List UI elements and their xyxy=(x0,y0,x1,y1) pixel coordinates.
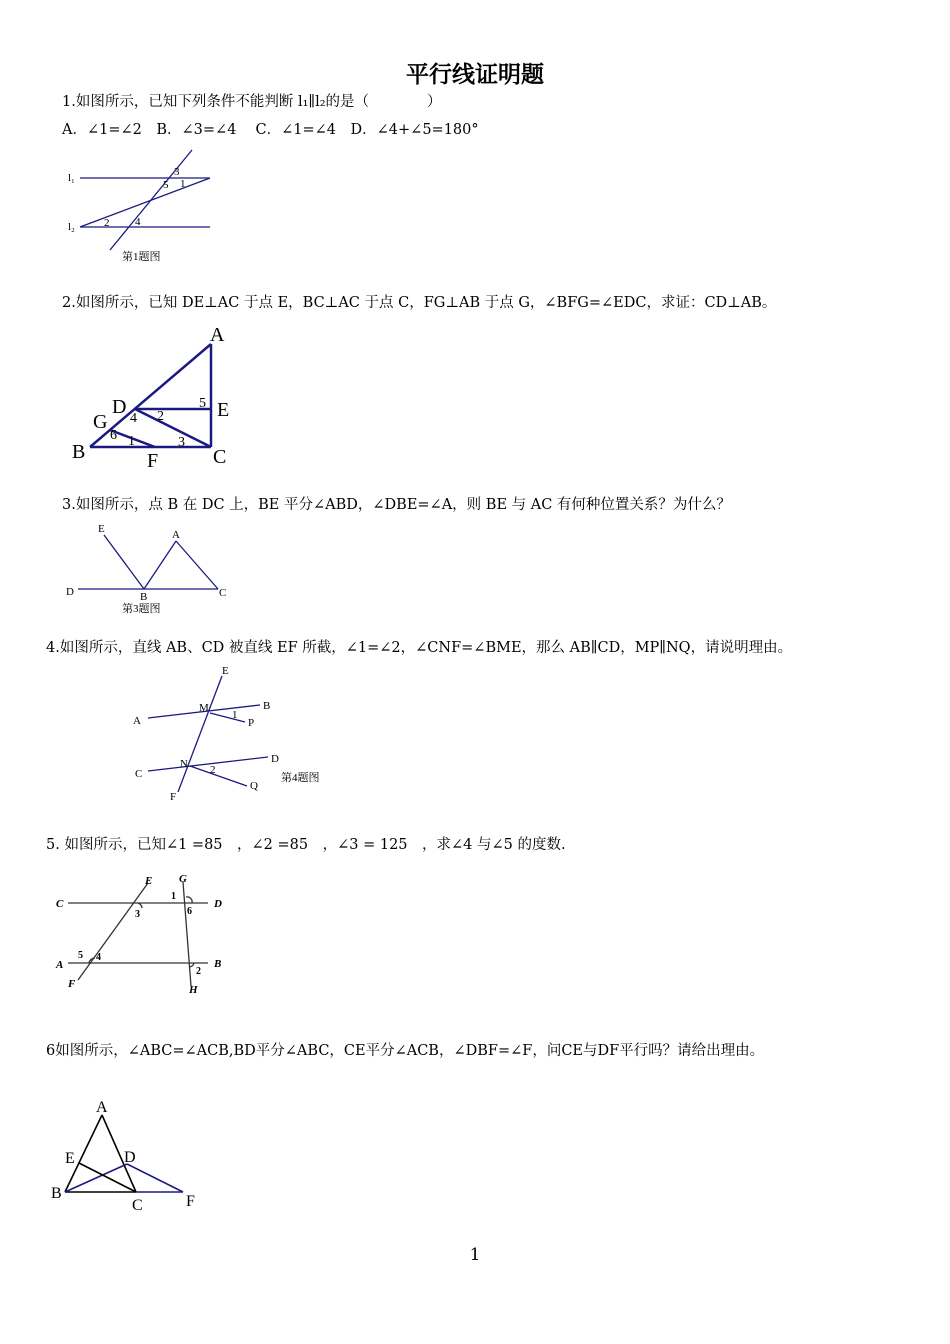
figure-2 xyxy=(70,320,250,470)
angle-6: 6 xyxy=(110,428,117,443)
point-D: D xyxy=(124,1149,136,1166)
angle-3: 3 xyxy=(178,435,185,450)
page-title: 平行线证明题 xyxy=(406,61,544,88)
figure-5 xyxy=(50,870,240,1000)
point-D: D xyxy=(112,396,127,418)
angle-5: 5 xyxy=(163,179,169,191)
point-E: E xyxy=(65,1150,75,1167)
label-l1: l₁ xyxy=(68,172,75,184)
angle-4: 4 xyxy=(135,216,141,228)
figure-3 xyxy=(60,518,240,618)
figure-3-caption: 第3题图 xyxy=(122,603,161,615)
point-F: F xyxy=(170,791,177,803)
point-E: E xyxy=(222,665,229,677)
figure-4 xyxy=(130,660,340,805)
point-A: A xyxy=(96,1099,108,1116)
point-M: M xyxy=(199,702,209,714)
question-1-stem: 1.如图所示，已知下列条件不能判断 l₁∥l₂的是（ ） xyxy=(62,94,442,110)
point-F: F xyxy=(68,978,76,990)
question-6-stem: 6如图所示，∠ABC=∠ACB,BD平分∠ABC，CE平分∠ACB，∠DBF=∠F，问CE与DF平行吗？请给出理由。 xyxy=(46,1043,765,1059)
point-N: N xyxy=(180,758,188,770)
point-B: B xyxy=(51,1185,62,1202)
label-l2: l₂ xyxy=(68,221,75,233)
point-A: A xyxy=(172,529,180,541)
point-C: C xyxy=(132,1197,143,1214)
angle-4: 4 xyxy=(96,952,101,963)
question-4-stem: 4.如图所示，直线 AB、CD 被直线 EF 所截，∠1=∠2，∠CNF=∠BME，那么 AB∥CD，MP∥NQ，请说明理由。 xyxy=(46,640,793,656)
point-F: F xyxy=(147,450,159,472)
point-A: A xyxy=(133,715,141,727)
page-number: 1 xyxy=(469,1245,481,1265)
point-E: E xyxy=(217,399,230,421)
point-D: D xyxy=(66,586,74,598)
question-1-options: A．∠1=∠2 B．∠3=∠4 C．∠1=∠4 D．∠4+∠5=180° xyxy=(62,122,479,138)
point-P: P xyxy=(248,717,255,729)
point-C: C xyxy=(135,768,143,780)
angle-1: 1 xyxy=(171,891,176,902)
question-3-stem: 3.如图所示，点 B 在 DC 上，BE 平分∠ABD，∠DBE=∠A，则 BE 与 AC 有何种位置关系？为什么？ xyxy=(62,497,731,513)
angle-2: 2 xyxy=(196,966,201,977)
figure-6 xyxy=(45,1095,225,1220)
point-B: B xyxy=(72,441,86,463)
point-H: H xyxy=(189,984,198,996)
point-D: D xyxy=(214,898,222,910)
point-E: E xyxy=(145,875,153,887)
angle-5: 5 xyxy=(199,396,206,411)
question-5-stem: 5. 如图所示，已知∠1 =85 ，∠2 =85 ，∠3 = 125 ，求∠4 与∠5 的度数. xyxy=(46,837,566,853)
point-C: C xyxy=(219,587,227,599)
point-C: C xyxy=(56,898,64,910)
angle-2: 2 xyxy=(210,764,216,776)
point-F: F xyxy=(186,1193,195,1210)
point-A: A xyxy=(56,959,64,971)
point-G: G xyxy=(179,873,187,885)
point-G: G xyxy=(93,411,108,433)
angle-6: 6 xyxy=(187,906,192,917)
angle-2: 2 xyxy=(157,409,164,424)
angle-4: 4 xyxy=(130,411,137,426)
angle-1: 1 xyxy=(232,709,238,721)
question-2-stem: 2.如图所示，已知 DE⊥AC 于点 E，BC⊥AC 于点 C，FG⊥AB 于点 G，∠BFG=∠EDC，求证：CD⊥AB。 xyxy=(62,295,777,311)
figure-1 xyxy=(60,150,230,270)
angle-2: 2 xyxy=(104,217,110,229)
point-Q: Q xyxy=(250,780,258,792)
point-D: D xyxy=(271,753,279,765)
point-B: B xyxy=(140,591,148,603)
figure-1-caption: 第1题图 xyxy=(122,251,161,263)
angle-3: 3 xyxy=(174,166,180,178)
figure-4-caption: 第4题图 xyxy=(281,772,320,784)
angle-5: 5 xyxy=(78,950,83,961)
point-C: C xyxy=(213,446,227,468)
point-B: B xyxy=(263,700,271,712)
angle-1: 1 xyxy=(180,178,186,190)
point-B: B xyxy=(214,958,222,970)
point-A: A xyxy=(210,324,225,346)
angle-1: 1 xyxy=(128,434,135,449)
point-E: E xyxy=(98,523,105,535)
angle-3: 3 xyxy=(135,909,140,920)
